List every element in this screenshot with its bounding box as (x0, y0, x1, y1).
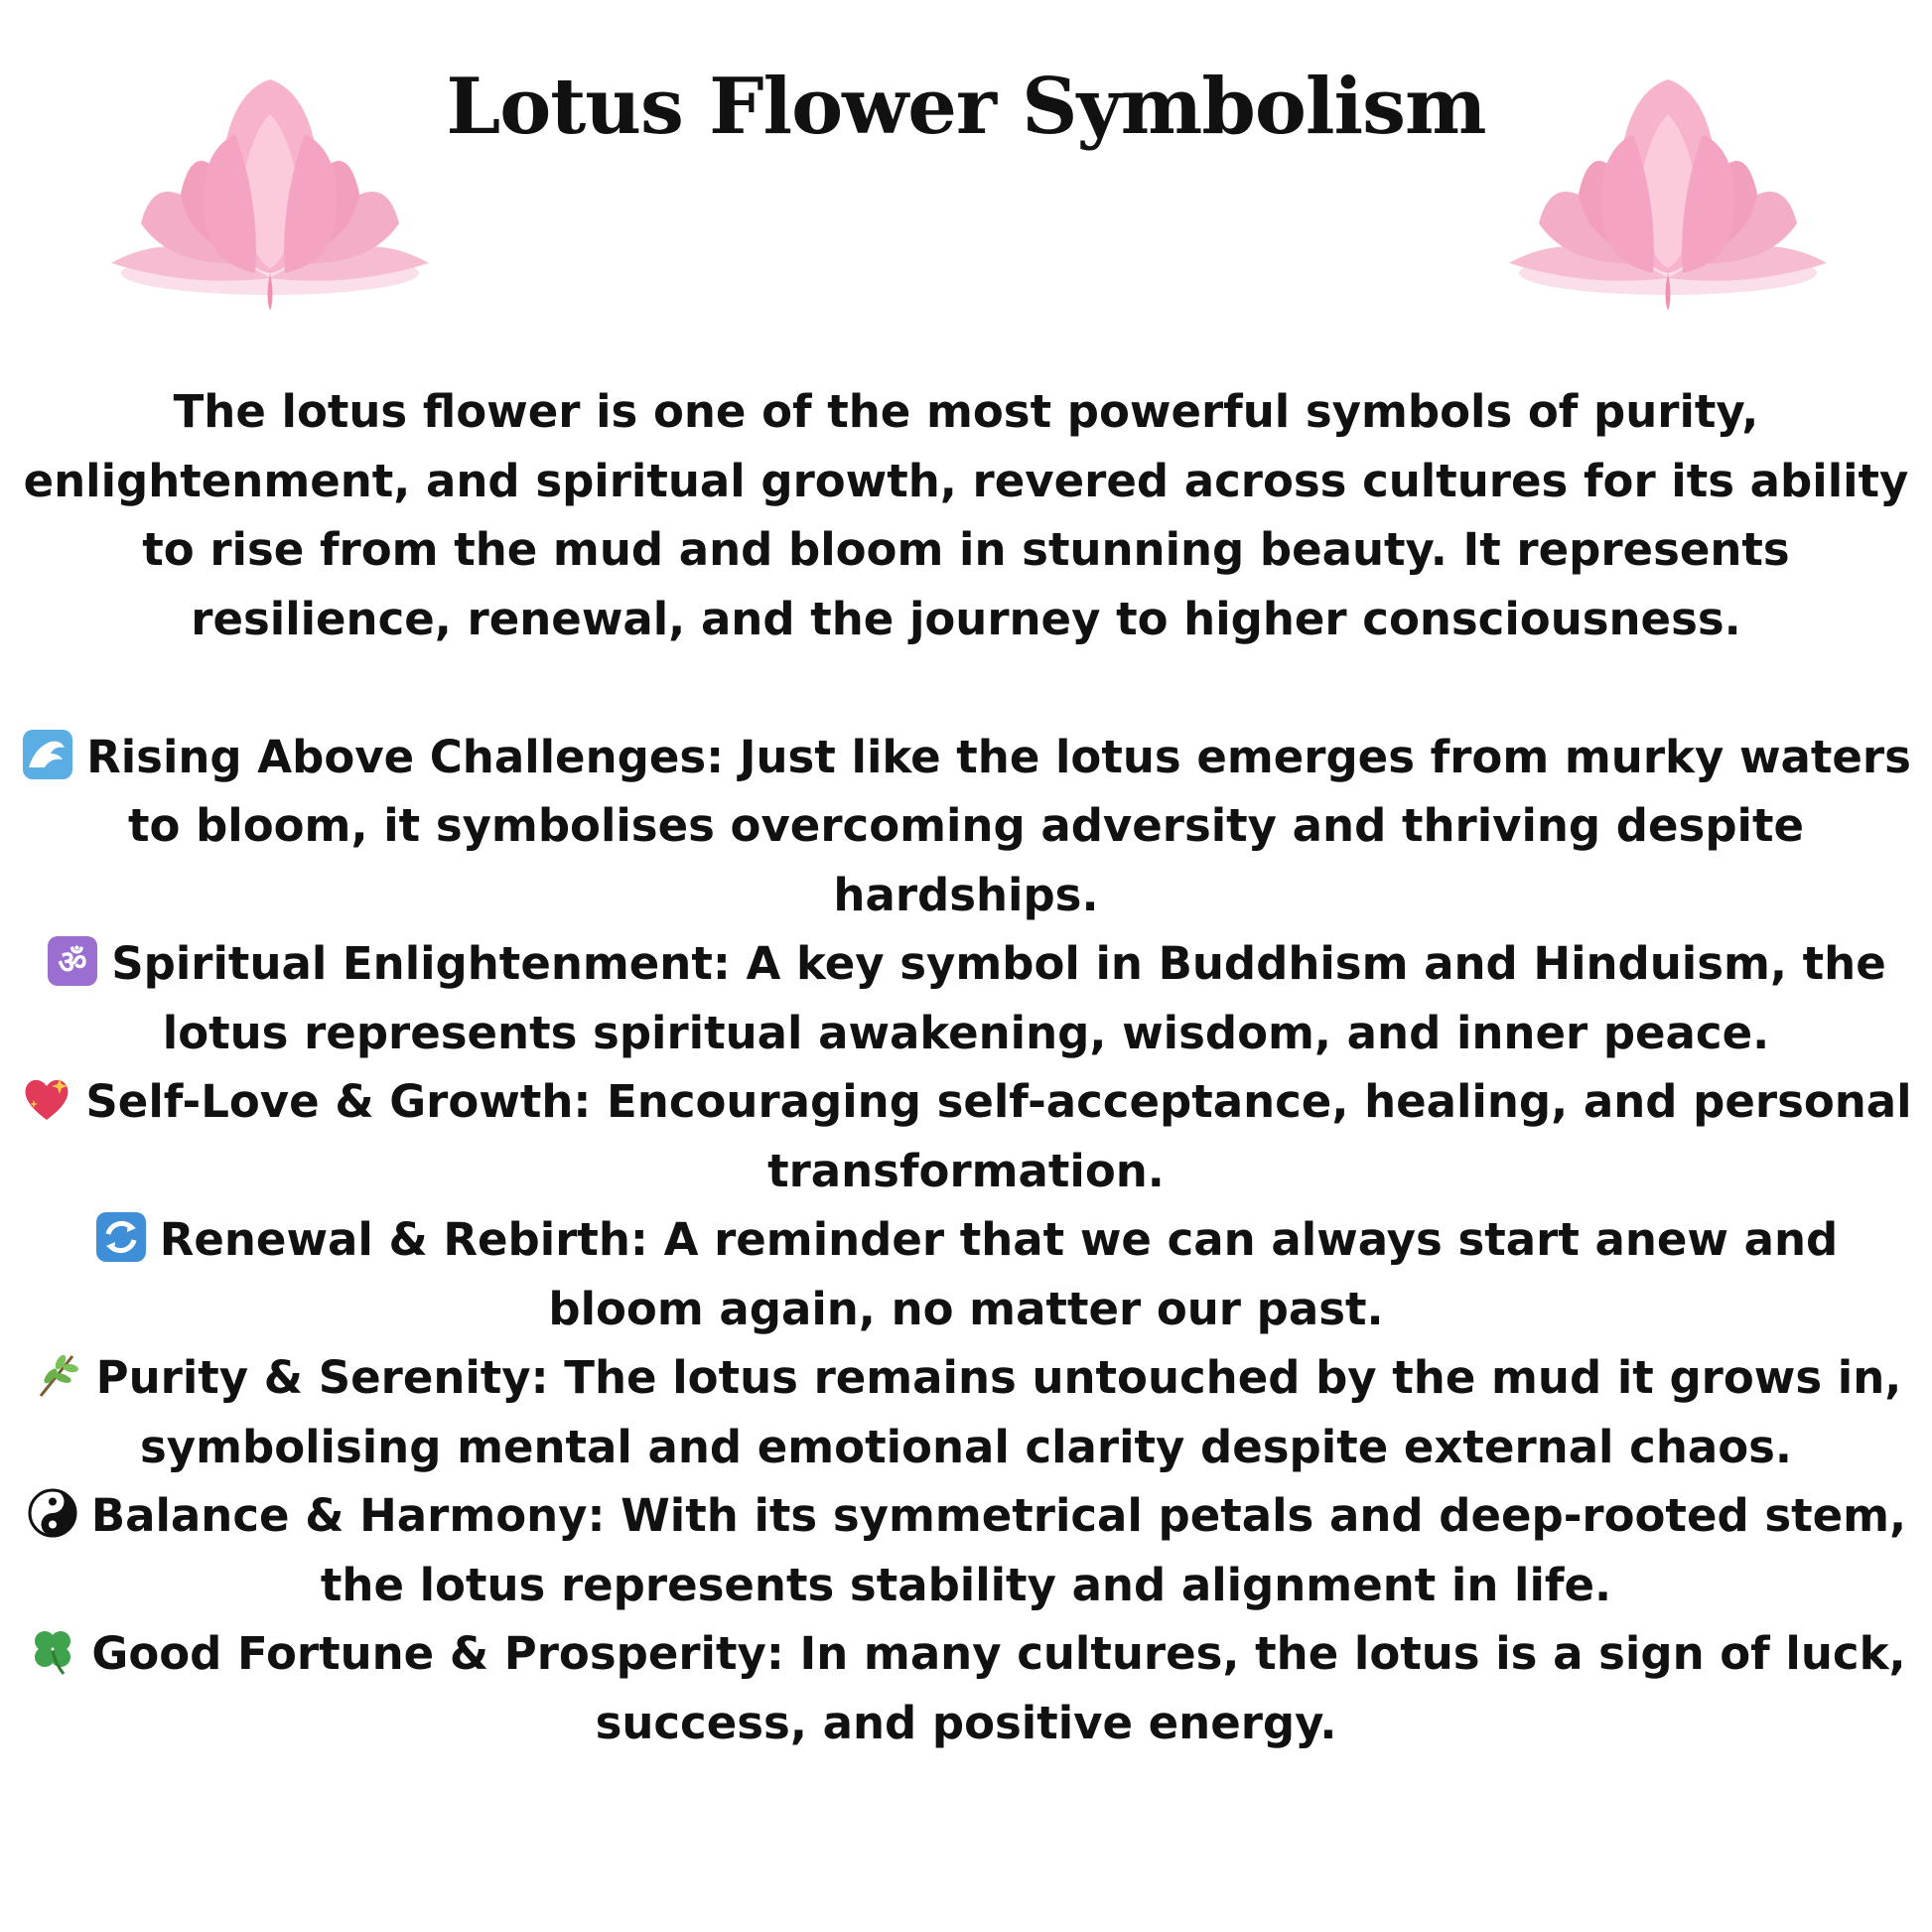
intro-paragraph: The lotus flower is one of the most powerful symbols of purity, enlightenment, and spiritual growth, revered across cultures for its ability to rise from the mud and bloom in stunning beauty. It represents resilience, renewal, and the journey to higher consciousness. (23, 385, 1909, 645)
item-text: Purity & Serenity: The lotus remains untouched by the mud it grows in, symbolising mental and emotional clarity despite external chaos. (95, 1351, 1902, 1473)
main-content (20, 377, 1912, 1757)
four-leaf-clover-icon (26, 1624, 79, 1678)
refresh-icon (94, 1210, 148, 1264)
symbol-item-spiritual (20, 929, 1912, 1067)
om-icon (46, 934, 99, 988)
sparkling-heart-icon (20, 1072, 73, 1126)
symbol-item-self-love (20, 1067, 1912, 1205)
wave-icon (21, 728, 74, 781)
symbol-item-purity (20, 1343, 1912, 1481)
item-text: Renewal & Rebirth: A reminder that we can always start anew and bloom again, no matter our past. (159, 1213, 1839, 1335)
svg-text:ॐ: ॐ (58, 943, 87, 981)
yin-yang-icon (26, 1486, 79, 1540)
page-title: Lotus Flower Symbolism (446, 62, 1486, 152)
herb-icon (31, 1348, 84, 1402)
symbol-item-renewal (20, 1205, 1912, 1343)
symbol-item-balance (20, 1481, 1912, 1619)
symbol-item-fortune (20, 1619, 1912, 1757)
item-text: Self-Love & Growth: Encouraging self-acceptance, healing, and personal transformation. (85, 1075, 1912, 1197)
item-text: Rising Above Challenges: Just like the lotus emerges from murky waters to bloom, it symbolises overcoming adversity and thriving despite hardships. (86, 730, 1911, 921)
item-text: Balance & Harmony: With its symmetrical petals and deep-rooted stem, the lotus represents stability and alignment in life. (90, 1489, 1907, 1611)
item-text: Good Fortune & Prosperity: In many cultures, the lotus is a sign of luck, success, and positive energy. (91, 1627, 1906, 1749)
symbol-item-rising (20, 723, 1912, 930)
item-text: Spiritual Enlightenment: A key symbol in Buddhism and Hinduism, the lotus represents spiritual awakening, wisdom, and inner peace. (111, 937, 1886, 1059)
spacer (20, 653, 1912, 723)
